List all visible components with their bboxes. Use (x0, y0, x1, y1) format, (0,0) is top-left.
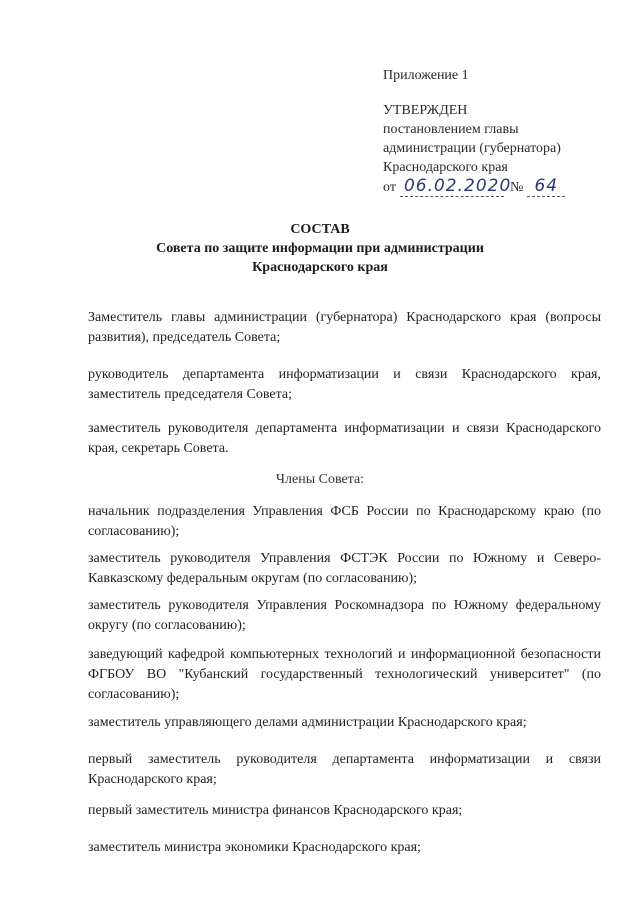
spacer (383, 85, 565, 101)
member-item: начальник подразделения Управления ФСБ России по Краснодарскому краю (по согласованию); (88, 504, 601, 539)
members-label: Члены Совета: (275, 472, 365, 487)
leadership-item-secretary: заместитель руководителя департамента информатизации и связи Краснодарского края, секретарь Совета. (88, 421, 601, 456)
from-prefix: от (383, 180, 396, 195)
approval-line-2: администрации (губернатора) (383, 141, 561, 156)
appendix-label: Приложение 1 (383, 68, 469, 83)
number-sign: № (509, 180, 524, 195)
handwritten-number: 64 (527, 177, 565, 197)
approved-label: УТВЕРЖДЕН (383, 103, 468, 118)
member-item: заведующий кафедрой компьютерных технологий и информационной безопасности ФГБОУ ВО "Кубанский государственный технологический университет" (по согласованию); (88, 647, 601, 702)
member-item: первый заместитель министра финансов Краснодарского края; (88, 803, 463, 818)
document-title (0, 220, 640, 277)
member-item: заместитель руководителя Управления Роскомнадзора по Южному федеральному округу (по согласованию); (88, 598, 601, 633)
leadership-item-chair: Заместитель главы администрации (губернатора) Краснодарского края (вопросы развития), председатель Совета; (88, 310, 601, 345)
handwritten-date: 06.02.2020 (400, 177, 504, 197)
title-line-2: Краснодарского края (252, 260, 388, 275)
member-item: первый заместитель руководителя департамента информатизации и связи Краснодарского края; (88, 752, 601, 787)
title-heading: СОСТАВ (290, 222, 350, 237)
date-number-line (383, 177, 565, 197)
title-line-1: Совета по защите информации при администрации (156, 241, 484, 256)
approval-stamp-block (383, 66, 565, 197)
approval-line-3: Краснодарского края (383, 160, 508, 175)
member-item: заместитель руководителя Управления ФСТЭК России по Южному и Северо-Кавказскому федеральным округам (по согласованию); (88, 551, 601, 586)
approval-line-1: постановлением главы (383, 122, 519, 137)
member-item: заместитель министра экономики Краснодарского края; (88, 840, 421, 855)
leadership-item-deputy-chair: руководитель департамента информатизации и связи Краснодарского края, заместитель председателя Совета; (88, 367, 601, 402)
member-item: заместитель управляющего делами администрации Краснодарского края; (88, 715, 527, 730)
